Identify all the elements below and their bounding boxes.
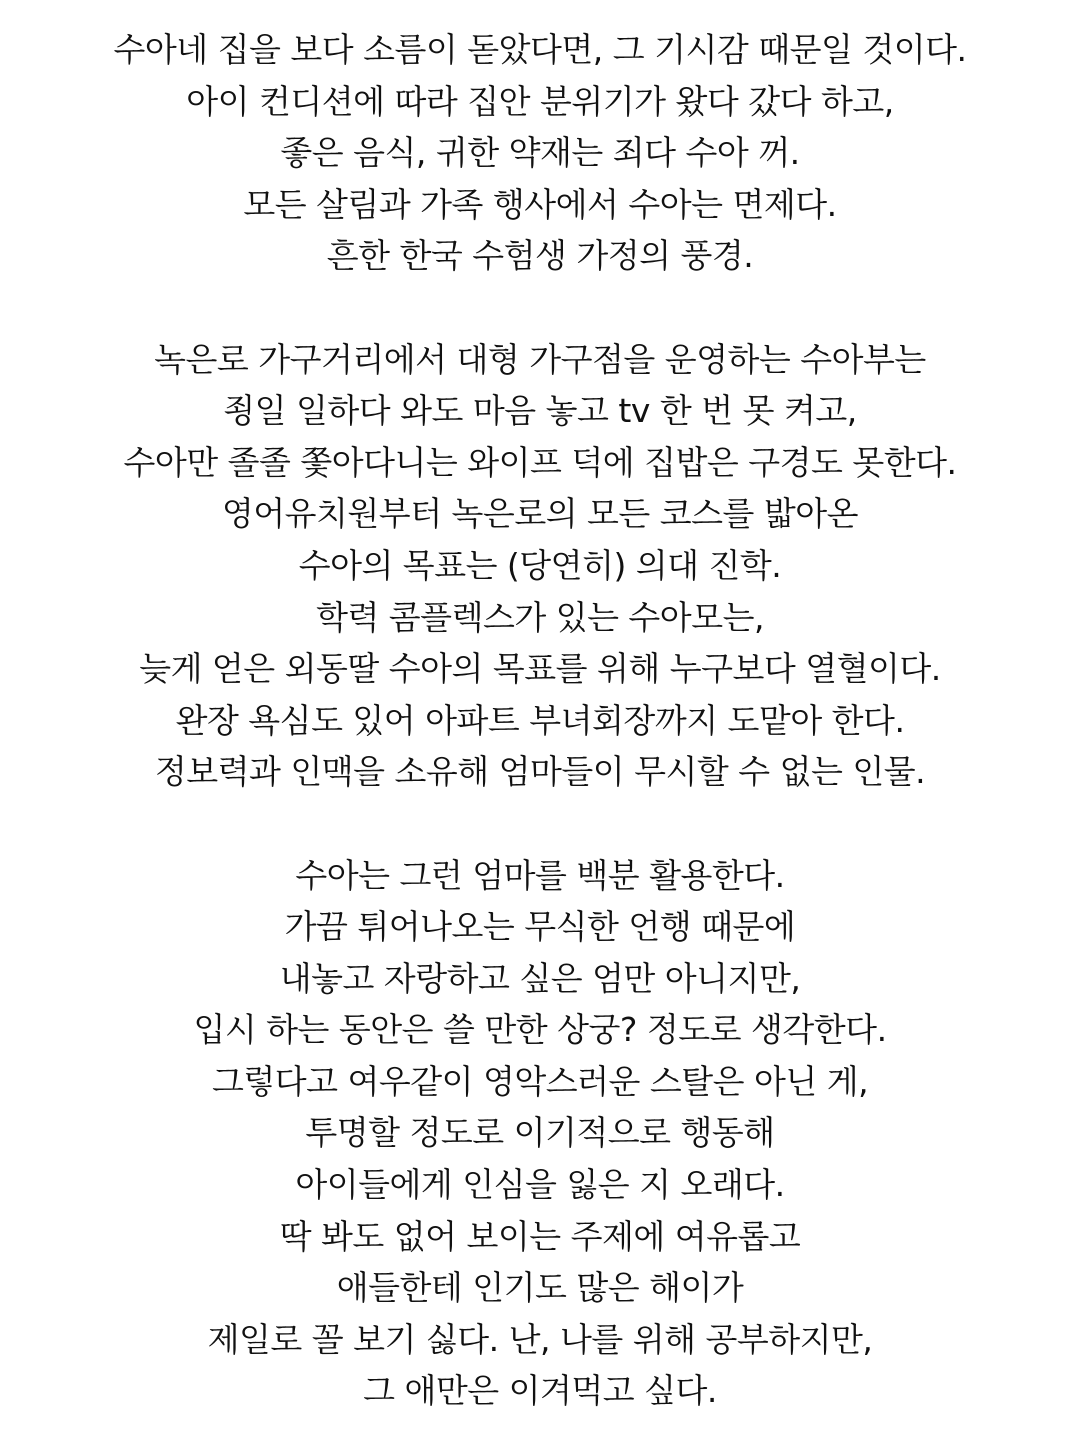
text-line: 아이들에게 인심을 잃은 지 오래다. (295, 1165, 785, 1205)
text-line: 늦게 얻은 외동딸 수아의 목표를 위해 누구보다 열혈이다. (139, 649, 941, 689)
text-line: 영어유치원부터 녹은로의 모든 코스를 밟아온 (221, 494, 859, 534)
text-line: 그렇다고 여우같이 영악스러운 스탈은 아닌 게, (211, 1061, 869, 1101)
text-line: 수아의 목표는 (당연히) 의대 진학. (298, 545, 782, 585)
paragraph-spacer (0, 798, 1080, 850)
text-line: 아이 컨디션에 따라 집안 분위기가 왔다 갔다 하고, (186, 81, 894, 121)
text-line: 입시 하는 동안은 쓸 만한 상궁? 정도로 생각한다. (193, 1010, 887, 1050)
paragraph-2 (0, 334, 1080, 798)
text-document (0, 24, 1080, 1417)
text-line: 수아만 졸졸 쫓아다니는 와이프 덕에 집밥은 구경도 못한다. (123, 442, 957, 482)
text-line: 좋은 음식, 귀한 약재는 죄다 수아 꺼. (280, 133, 800, 173)
text-line: 그 애만은 이겨먹고 싶다. (363, 1371, 717, 1411)
paragraph-1 (0, 24, 1080, 282)
text-line: 제일로 꼴 보기 싫다. 난, 나를 위해 공부하지만, (207, 1319, 873, 1359)
text-line: 녹은로 가구거리에서 대형 가구점을 운영하는 수아부는 (154, 339, 926, 379)
text-line: 내놓고 자랑하고 싶은 엄만 아니지만, (279, 958, 801, 998)
text-line: 투명할 정도로 이기적으로 행동해 (305, 1113, 775, 1153)
text-line: 가끔 튀어나오는 무식한 언행 때문에 (284, 907, 796, 947)
text-line: 흔한 한국 수험생 가정의 풍경. (326, 236, 754, 276)
text-line: 모든 살림과 가족 행사에서 수아는 면제다. (243, 184, 837, 224)
text-line: 딱 봐도 없어 보이는 주제에 여유롭고 (279, 1216, 801, 1256)
text-line: 수아네 집을 보다 소름이 돋았다면, 그 기시감 때문일 것이다. (113, 30, 967, 69)
text-line: 정보력과 인맥을 소유해 엄마들이 무시할 수 없는 인물. (154, 752, 926, 792)
text-line: 죙일 일하다 와도 마음 놓고 tv 한 번 못 켜고, (223, 391, 857, 431)
text-line: 수아는 그런 엄마를 백분 활용한다. (295, 855, 785, 895)
text-line: 애들한테 인기도 많은 해이가 (336, 1268, 744, 1308)
text-line: 학력 콤플렉스가 있는 수아모는, (316, 597, 764, 637)
paragraph-spacer (0, 282, 1080, 334)
text-line: 완장 욕심도 있어 아파트 부녀회장까지 도맡아 한다. (175, 700, 905, 740)
paragraph-3 (0, 850, 1080, 1418)
